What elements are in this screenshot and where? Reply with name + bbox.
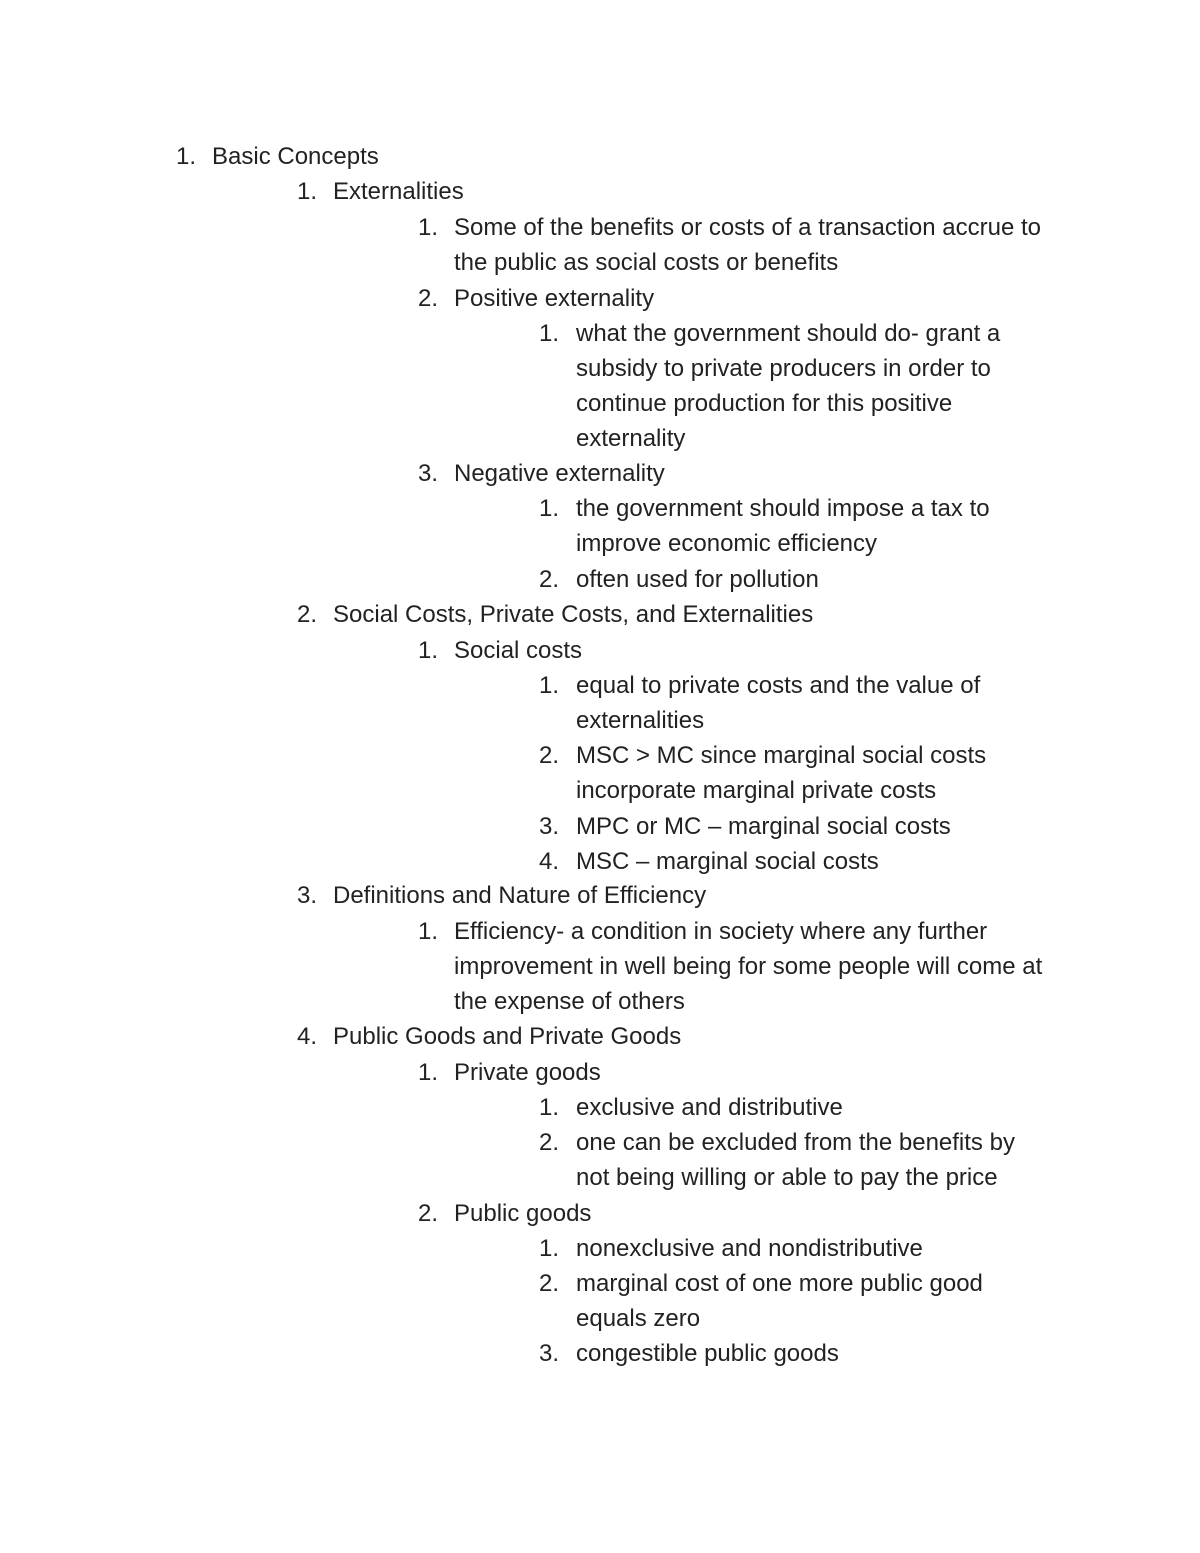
list-number: 3. [539, 1340, 560, 1367]
list-number: 1. [539, 672, 560, 699]
outline-text: Efficiency- a condition in society where any further improvement in well being for some people will come at the expense of others [454, 918, 1043, 1015]
outline-item [418, 914, 1064, 1019]
list-number: 1. [418, 1059, 439, 1086]
list-number: 3. [418, 460, 439, 487]
outline-text: Public goods [454, 1200, 592, 1227]
list-number: 1. [539, 1235, 560, 1262]
list-number: 2. [539, 1129, 560, 1156]
outline-item-negative-externality [418, 456, 1064, 491]
outline-text: Positive externality [454, 285, 655, 312]
list-number: 4. [539, 848, 560, 875]
outline-item [539, 668, 1036, 738]
outline-text: Social costs [454, 637, 583, 664]
outline-item [539, 1266, 1036, 1336]
outline-text: one can be excluded from the benefits by not being willing or able to pay the price [576, 1129, 1015, 1191]
outline-item [539, 491, 1036, 561]
list-number: 2. [297, 601, 318, 628]
outline-item [539, 1336, 1036, 1371]
outline-item [539, 738, 1036, 808]
outline-item [539, 316, 1036, 456]
outline-text: MSC > MC since marginal social costs incorporate marginal private costs [576, 742, 987, 804]
outline-item-efficiency-section [297, 878, 706, 913]
outline-text: equal to private costs and the value of externalities [576, 672, 981, 734]
list-number: 1. [297, 178, 318, 205]
list-number: 1. [539, 1094, 560, 1121]
outline-item-social-costs-section [297, 597, 813, 632]
list-number: 2. [539, 742, 560, 769]
outline-text: Negative externality [454, 460, 665, 487]
outline-text: MSC – marginal social costs [576, 848, 879, 875]
outline-text: congestible public goods [576, 1340, 839, 1367]
outline-item [539, 1125, 1036, 1195]
list-number: 2. [539, 1270, 560, 1297]
outline-item [539, 1090, 1036, 1125]
list-number: 1. [418, 918, 439, 945]
list-number: 1. [418, 637, 439, 664]
list-number: 2. [418, 1200, 439, 1227]
list-number: 3. [539, 813, 560, 840]
outline-item [539, 1231, 1036, 1266]
outline-text: the government should impose a tax to improve economic efficiency [576, 495, 990, 557]
outline-item [539, 844, 1036, 879]
outline-item-private-goods [418, 1055, 1064, 1090]
list-number: 2. [539, 566, 560, 593]
outline-item [418, 210, 1064, 280]
list-number: 1. [418, 214, 439, 241]
outline-heading: Basic Concepts [212, 143, 379, 170]
outline-subheading: Externalities [333, 178, 464, 205]
outline-item-social-costs [418, 633, 1064, 668]
outline-subheading: Public Goods and Private Goods [333, 1023, 682, 1050]
outline-item-public-goods [418, 1196, 1064, 1231]
outline-item [539, 562, 1036, 597]
list-number: 1. [176, 143, 197, 170]
list-number: 1. [539, 320, 560, 347]
outline-text: MPC or MC – marginal social costs [576, 813, 951, 840]
outline-item [539, 809, 1036, 844]
outline-item-goods-section [297, 1019, 681, 1054]
outline-text: marginal cost of one more public good equals zero [576, 1270, 983, 1332]
outline-text: exclusive and distributive [576, 1094, 843, 1121]
outline-text: Some of the benefits or costs of a transaction accrue to the public as social costs or benefits [454, 214, 1041, 276]
list-number: 4. [297, 1023, 318, 1050]
outline-item-externalities [297, 174, 464, 209]
outline-text: often used for pollution [576, 566, 819, 593]
outline-text: nonexclusive and nondistributive [576, 1235, 923, 1262]
outline-item-basic-concepts [176, 139, 379, 174]
list-number: 1. [539, 495, 560, 522]
outline-text: what the government should do- grant a subsidy to private producers in order to continue production for this positive externality [576, 320, 1001, 452]
outline-subheading: Definitions and Nature of Efficiency [333, 882, 707, 909]
list-number: 3. [297, 882, 318, 909]
outline-text: Private goods [454, 1059, 601, 1086]
list-number: 2. [418, 285, 439, 312]
outline-item-positive-externality [418, 281, 1064, 316]
outline-subheading: Social Costs, Private Costs, and Externalities [333, 601, 814, 628]
